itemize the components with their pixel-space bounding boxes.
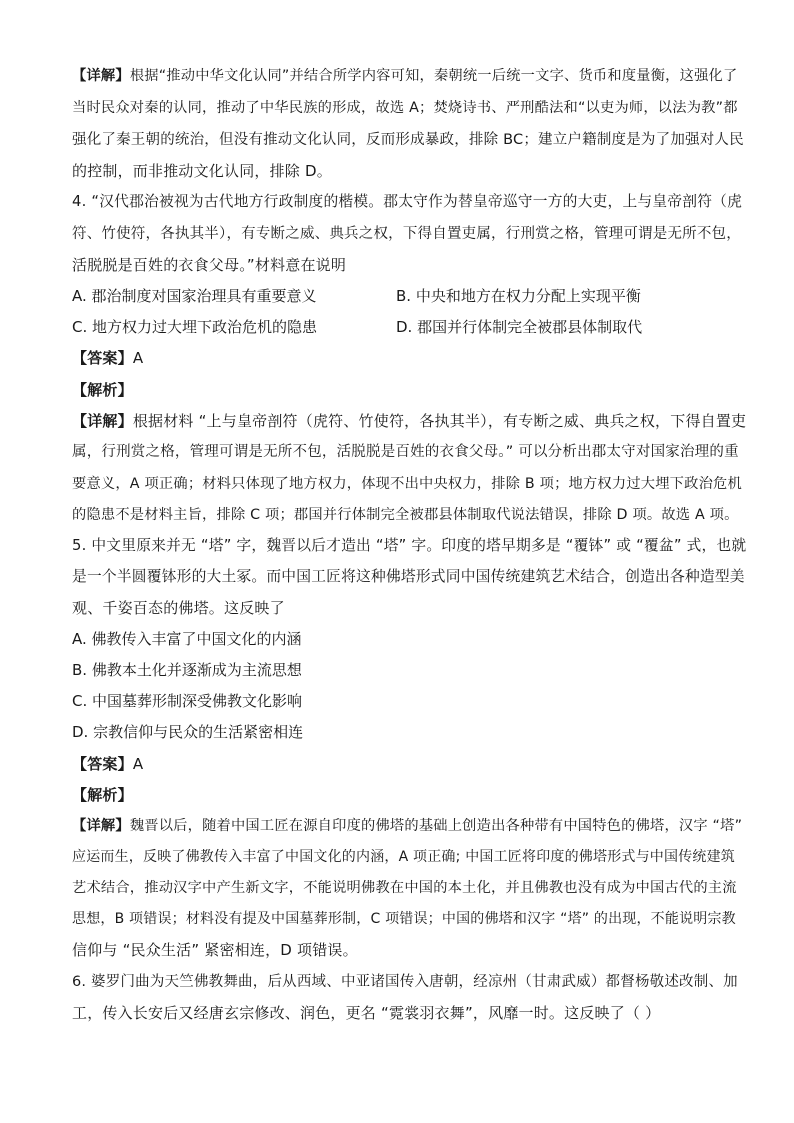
q4-answer xyxy=(72,348,143,368)
q4-stem-line-2: 符、竹使符，各执其半），有专断之威、典兵之权，下得自置吏属，行刑赏之格，管理可谓是无所不包， xyxy=(72,226,741,242)
q5-option-d: D. 宗教信仰与民众的生活紧密相连 xyxy=(72,723,304,741)
q5-option-b: B. 佛教本土化并逐渐成为主流思想 xyxy=(72,661,302,679)
q4-stem-line-1: 4. “汉代郡治被视为古代地方行政制度的楷模。郡太守作为替皇帝巡守一方的大吏，上与皇帝剖符（虎 xyxy=(72,193,743,210)
q3-detail-line-3: 强化了秦王朝的统治，但没有推动文化认同，反而形成暴政，排除 BC；建立户籍制度是为了加强对人民 xyxy=(72,132,744,148)
detail-tag: 【详解】 xyxy=(72,68,130,84)
q4-option-d: D. 郡国并行体制完全被郡县体制取代 xyxy=(396,318,643,336)
q5-option-c: C. 中国墓葬形制深受佛教文化影响 xyxy=(72,692,303,710)
answer-value: A xyxy=(132,349,144,367)
q5-option-a: A. 佛教传入丰富了中国文化的内涵 xyxy=(72,630,302,648)
detail-tag: 【详解】 xyxy=(72,412,133,430)
q5-detail-line-5: 信仰与 “民众生活” 紧密相连，D 项错误。 xyxy=(72,941,358,959)
q4-detail-line-1: 【详解】根据材料 “上与皇帝剖符（虎符、竹使符，各执其半），有专断之威、典兵之权，下得自置吏 xyxy=(72,412,747,430)
q4-option-c: C. 地方权力过大埋下政治危机的隐患 xyxy=(72,318,318,336)
answer-value: A xyxy=(132,755,144,773)
q3-detail-line-4: 的控制，而非推动文化认同，排除 D。 xyxy=(72,162,332,180)
q5-detail-line-2: 应运而生，反映了佛教传入丰富了中国文化的内涵，A 项正确; 中国工匠将印度的佛塔形式与中国传统建筑 xyxy=(72,849,735,865)
q4-detail-line-3: 要意义，A 项正确；材料只体现了地方权力，体现不出中央权力，排除 B 项；地方权力过大埋下政治危机 xyxy=(72,476,742,492)
q6-stem-line-1: 6. 婆罗门曲为天竺佛教舞曲，后从西域、中亚诸国传入唐朝，经凉州（甘肃武威）都督杨敬述改制、加 xyxy=(72,974,738,990)
q4-option-a: A. 郡治制度对国家治理具有重要意义 xyxy=(72,287,317,305)
q5-detail-line-1: 【详解】魏晋以后，随着中国工匠在源自印度的佛塔的基础上创造出各种带有中国特色的佛塔，汉字 “塔” xyxy=(72,818,743,834)
q4-analysis-tag: 【解析】 xyxy=(72,381,133,399)
q5-answer xyxy=(72,754,143,774)
q4-detail-line-2: 属，行刑赏之格，管理可谓是无所不包，活脱脱是百姓的衣食父母。” 可以分析出郡太守对国家治理的重 xyxy=(72,444,739,460)
q4-detail-line-4: 的隐患不是材料主旨，排除 C 项；郡国并行体制完全被郡县体制取代说法错误，排除 D 项。故选 A 项。 xyxy=(72,507,739,523)
q6-stem-line-2: 工，传入长安后又经唐玄宗修改、润色，更名 “霓裳羽衣舞”，风靡一时。这反映了（ ） xyxy=(72,1004,661,1022)
q3-detail-line-2: 当时民众对秦的认同，推动了中华民族的形成，故选 A；焚烧诗书、严刑酷法和“以吏为师，以法为教”都 xyxy=(72,100,738,116)
q5-detail-line-4: 思想，B 项错误；材料没有提及中国墓葬形制，C 项错误；中国的佛塔和汉字 “塔” 的出现，不能说明宗教 xyxy=(72,911,736,927)
answer-tag: 【答案】 xyxy=(72,349,133,367)
q3-detail-line-1: 【详解】根据“推动中华文化认同”并结合所学内容可知，秦朝统一后统一文字、货币和度量衡，这强化了 xyxy=(72,68,738,84)
q5-detail-line-3: 艺术结合，推动汉字中产生新文字，不能说明佛教在中国的本土化，并且佛教也没有成为中国古代的主流 xyxy=(72,880,737,896)
q5-stem-line-3: 观、千姿百态的佛塔。这反映了 xyxy=(72,599,285,617)
q5-analysis-tag: 【解析】 xyxy=(72,786,133,804)
q5-stem-line-2: 是一个半圆覆钵形的大土冢。而中国工匠将这种佛塔形式同中国传统建筑艺术结合，创造出各种造型美 xyxy=(72,568,745,585)
q4-option-b: B. 中央和地方在权力分配上实现平衡 xyxy=(396,287,641,305)
q5-stem-line-1: 5. 中文里原来并无 “塔” 字，魏晋以后才造出 “塔” 字。印度的塔早期多是 “覆钵” 或 “覆盆” 式，也就 xyxy=(72,537,747,554)
q4-stem-line-3: 活脱脱是百姓的衣食父母。”材料意在说明 xyxy=(72,256,347,274)
detail-tag: 【详解】 xyxy=(72,818,130,834)
answer-tag: 【答案】 xyxy=(72,755,133,773)
